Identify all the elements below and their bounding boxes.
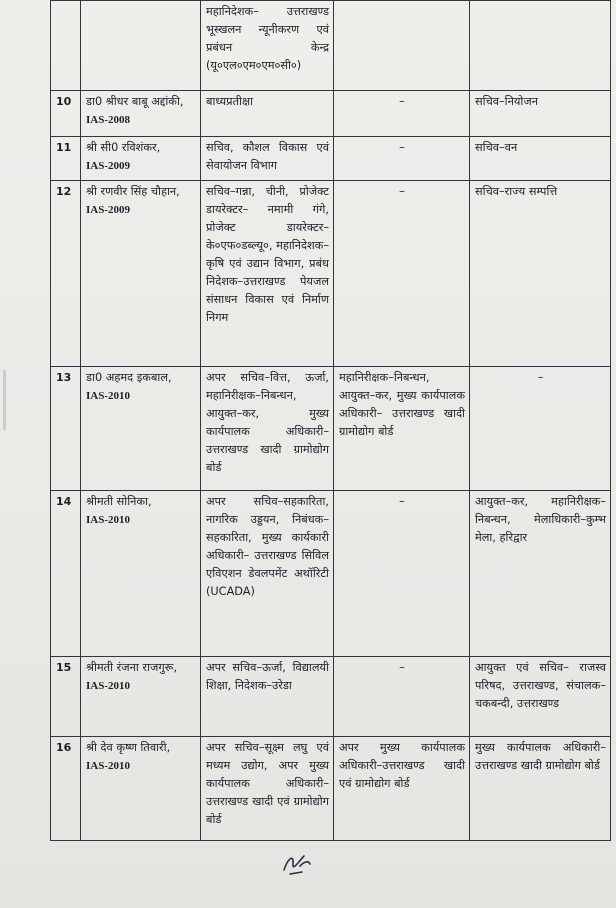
new-posting: सचिव–राज्य सम्पत्ति [470, 181, 611, 367]
current-posting: अपर सचिव–सहकारिता, नागरिक उड्डयन, निबंधक–सहकारिता, मुख्य कार्यकारी अधिकारी– उत्तराखण्ड सिविल एविएशन डेवलपमेंट अथॉरिटी (UCADA) [201, 491, 334, 657]
officer-name: श्री देव कृष्ण तिवारी, [86, 741, 171, 754]
new-posting: सचिव–वन [470, 137, 611, 181]
officer-batch: IAS-2010 [86, 760, 131, 772]
officer-name-cell [81, 1, 201, 91]
posts-relieved [334, 181, 470, 367]
current-posting: अपर सचिव–ऊर्जा, विद्यालयी शिक्षा, निदेशक–उरेडा [201, 657, 334, 737]
serial-number: 11 [51, 137, 81, 181]
table-row [51, 137, 611, 181]
officers-transfer-table [50, 0, 611, 841]
current-posting: अपर सचिव–सूक्ष्म लघु एवं मध्यम उद्योग, अपर मुख्य कार्यपालक अधिकारी–उत्तराखण्ड खादी एवं ग्रामोद्योग बोर्ड [201, 737, 334, 841]
dash-placeholder: – [399, 95, 405, 108]
dash-placeholder: – [399, 495, 405, 508]
posts-relieved [334, 657, 470, 737]
officer-name: श्रीमती सोनिका, [86, 495, 152, 508]
dash-placeholder: – [399, 661, 405, 674]
table-row [51, 91, 611, 137]
officer-name: श्रीमती रंजना राजगुरू, [86, 661, 178, 674]
serial-number: 10 [51, 91, 81, 137]
current-posting: महानिदेशक– उत्तराखण्ड भूस्खलन न्यूनीकरण एवं प्रबंधन केन्द्र (यू०एल०एम०एम०सी०) [201, 1, 334, 91]
officer-batch: IAS-2009 [86, 204, 131, 216]
current-posting: सचिव, कौशल विकास एवं सेवायोजन विभाग [201, 137, 334, 181]
officer-name-cell [81, 657, 201, 737]
officer-name-cell [81, 91, 201, 137]
serial-number: 12 [51, 181, 81, 367]
officer-name-cell [81, 181, 201, 367]
serial-number: 13 [51, 367, 81, 491]
new-posting [470, 1, 611, 91]
handwritten-signature [280, 848, 314, 878]
officer-name-cell [81, 367, 201, 491]
posts-relieved [334, 491, 470, 657]
table-row [51, 737, 611, 841]
new-posting: आयुक्त–कर, महानिरीक्षक–निबन्धन, मेलाधिकारी–कुम्भ मेला, हरिद्वार [470, 491, 611, 657]
serial-number: 14 [51, 491, 81, 657]
new-posting: सचिव–नियोजन [470, 91, 611, 137]
officer-name: श्री सी0 रविशंकर, [86, 141, 161, 154]
posts-relieved: अपर मुख्य कार्यपालक अधिकारी–उत्तराखण्ड खादी एवं ग्रामोद्योग बोर्ड [334, 737, 470, 841]
officer-name: डा0 अहमद इकबाल, [86, 371, 172, 384]
serial-number: 15 [51, 657, 81, 737]
new-posting [470, 367, 611, 491]
officer-batch: IAS-2010 [86, 390, 131, 402]
table-row [51, 657, 611, 737]
current-posting: बाध्यप्रतीक्षा [201, 91, 334, 137]
posts-relieved: महानिरीक्षक–निबन्धन, आयुक्त–कर, मुख्य कार्यपालक अधिकारी– उत्तराखण्ड खादी ग्रामोद्योग बोर्ड [334, 367, 470, 491]
officer-name: श्री रणवीर सिंह चौहान, [86, 185, 180, 198]
table-row [51, 1, 611, 91]
current-posting: सचिव–गन्ना, चीनी, प्रोजेक्ट डायरेक्टर– नमामी गंगे, प्रोजेक्ट डायरेक्टर–के०एफ०डब्ल्यू०, महानिदेशक–कृषि एवं उद्यान विभाग, प्रबंध निदेशक–उत्तराखण्ड पेयजल संसाधन विकास एवं निर्माण निगम [201, 181, 334, 367]
posts-relieved [334, 1, 470, 91]
dash-placeholder: – [399, 185, 405, 198]
page-edge-shadow [3, 370, 6, 430]
posts-relieved [334, 137, 470, 181]
new-posting: मुख्य कार्यपालक अधिकारी–उत्तराखण्ड खादी ग्रामोद्योग बोर्ड [470, 737, 611, 841]
officer-batch: IAS-2010 [86, 680, 131, 692]
officer-name-cell [81, 491, 201, 657]
dash-placeholder: – [537, 371, 544, 384]
serial-number: 16 [51, 737, 81, 841]
posts-relieved [334, 91, 470, 137]
officer-name-cell [81, 137, 201, 181]
new-posting: आयुक्त एवं सचिव– राजस्व परिषद, उत्तराखण्ड, संचालक– चकबन्दी, उत्तराखण्ड [470, 657, 611, 737]
serial-number [51, 1, 81, 91]
officer-name: डा0 श्रीधर बाबू अद्दांकी, [86, 95, 184, 108]
officer-batch: IAS-2008 [86, 114, 131, 126]
table-row [51, 181, 611, 367]
table-row [51, 367, 611, 491]
officer-name-cell [81, 737, 201, 841]
dash-placeholder: – [399, 141, 405, 154]
officer-batch: IAS-2010 [86, 514, 131, 526]
current-posting: अपर सचिव–वित्त, ऊर्जा, महानिरीक्षक–निबन्धन, आयुक्त–कर, मुख्य कार्यपालक अधिकारी– उत्तराखण्ड खादी ग्रामोद्योग बोर्ड [201, 367, 334, 491]
officer-batch: IAS-2009 [86, 160, 131, 172]
table-row [51, 491, 611, 657]
